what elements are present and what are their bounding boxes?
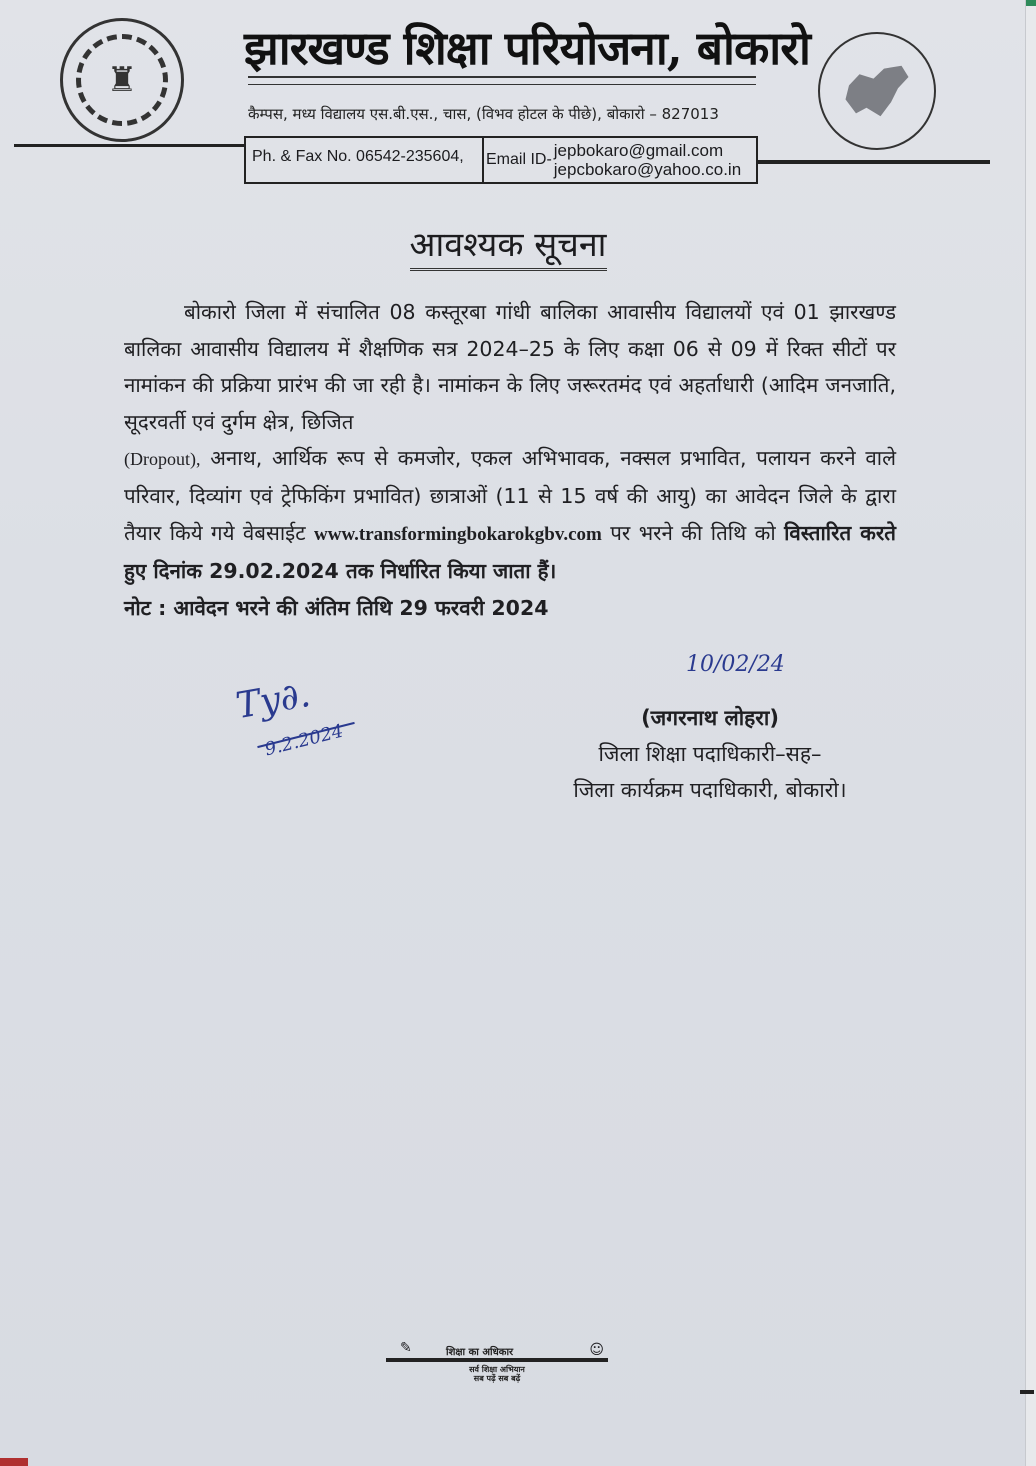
notice-body [124,294,896,626]
child-reading-icon: ✎ [400,1340,412,1356]
notice-title: आवश्यक सूचना [410,220,607,271]
background-corner-red [0,1458,28,1466]
initials-mark: Ty∂. [233,673,314,728]
emblem-subtitle-2: सब पढ़ें सब बढ़ें [473,1374,521,1383]
header-divider-left [14,144,244,147]
ashoka-emblem-icon: ♜ [106,60,138,100]
email-label: Email ID- [486,151,552,168]
contact-box [244,136,758,184]
jharkhand-government-emblem-icon [60,18,184,142]
next-page-edge [1025,0,1036,1466]
sarva-shiksha-abhiyan-emblem [386,1336,608,1386]
email-gmail[interactable]: jepbokaro@gmail.com [553,141,724,160]
notice-paragraph-2: अनाथ, आर्थिक रूप से कमजोर, एकल अभिभावक, नक्सल प्रभावित, पलायन करने वाले परिवार, दिव्यांग एवं ट्रेफिकिंग प्रभावित) छात्राओं (11 से 15 वर्ष की आयु) का आवेदन जिले के द्वारा तैयार किये गये वेबसाईट [124,446,896,545]
title-underline [248,76,756,85]
extension-statement: विस्तारित करते हुए दिनांक 29.02.2024 तक निर्धारित किया जाता हैं। [124,520,896,584]
deadline-note: नोट : आवेदन भरने की अंतिम तिथि 29 फरवरी 2024 [124,595,549,620]
website-link[interactable]: www.transformingbokarokgbv.com [314,523,602,545]
notice-title-wrap [0,220,1016,271]
jharkhand-map-icon [842,63,912,119]
organization-title: झारखण्ड शिक्षा परियोजना, बोकारो [244,21,810,75]
initials-date: 9.2.2024 [262,720,346,761]
officer-name: (जगरनाथ लोहरा) [641,706,779,730]
officer-designation-1: जिला शिक्षा पदाधिकारी–सह– [598,742,822,766]
child-on-pencil-icon: ☺ [589,1342,604,1358]
background-corner [1026,0,1036,6]
organization-address: कैम्पस, मध्य विद्यालय एस.बी.एस., चास, (विभव होटल के पीछे), बोकारो – 827013 [248,105,719,123]
notice-paragraph-1: बोकारो जिला में संचालित 08 कस्तूरबा गांधी बालिका आवासीय विद्यालयों एवं 01 झारखण्ड बालिका आवासीय विद्यालय में शैक्षणिक सत्र 2024–25 के लिए कक्षा 06 से 09 में रिक्त सीटों पर नामांकन की प्रक्रिया प्रारंभ की जा रही है। नामांकन के लिए जरूरतमंद एवं अहर्ताधारी (आदिम जनजाति, सूदरवर्ती एवं दुर्गम क्षेत्र, छिजित [124,300,896,434]
officer-signature-block [520,700,900,808]
handwritten-signature-initials [233,673,366,770]
emblem-tagline: शिक्षा का अधिकार [446,1347,514,1358]
emblem-subtitle-1: सर्व शिक्षा अभियान [469,1365,525,1374]
phone-fax: Ph. & Fax No. 06542-235604, [246,138,484,182]
notice-paragraph-3: पर भरने की तिथि को [601,520,785,545]
officer-designation-2: जिला कार्यक्रम पदाधिकारी, बोकारो। [573,778,847,802]
email-block [484,138,741,182]
dropout-term: (Dropout), [124,449,201,470]
edge-mark [1020,1390,1034,1394]
jepc-seal-icon [818,32,936,150]
email-yahoo[interactable]: jepcbokaro@yahoo.co.in [553,160,742,179]
handwritten-signature-officer: 10/02/24 [686,652,785,677]
header-divider-right [758,160,990,164]
pencil-icon [386,1358,608,1362]
